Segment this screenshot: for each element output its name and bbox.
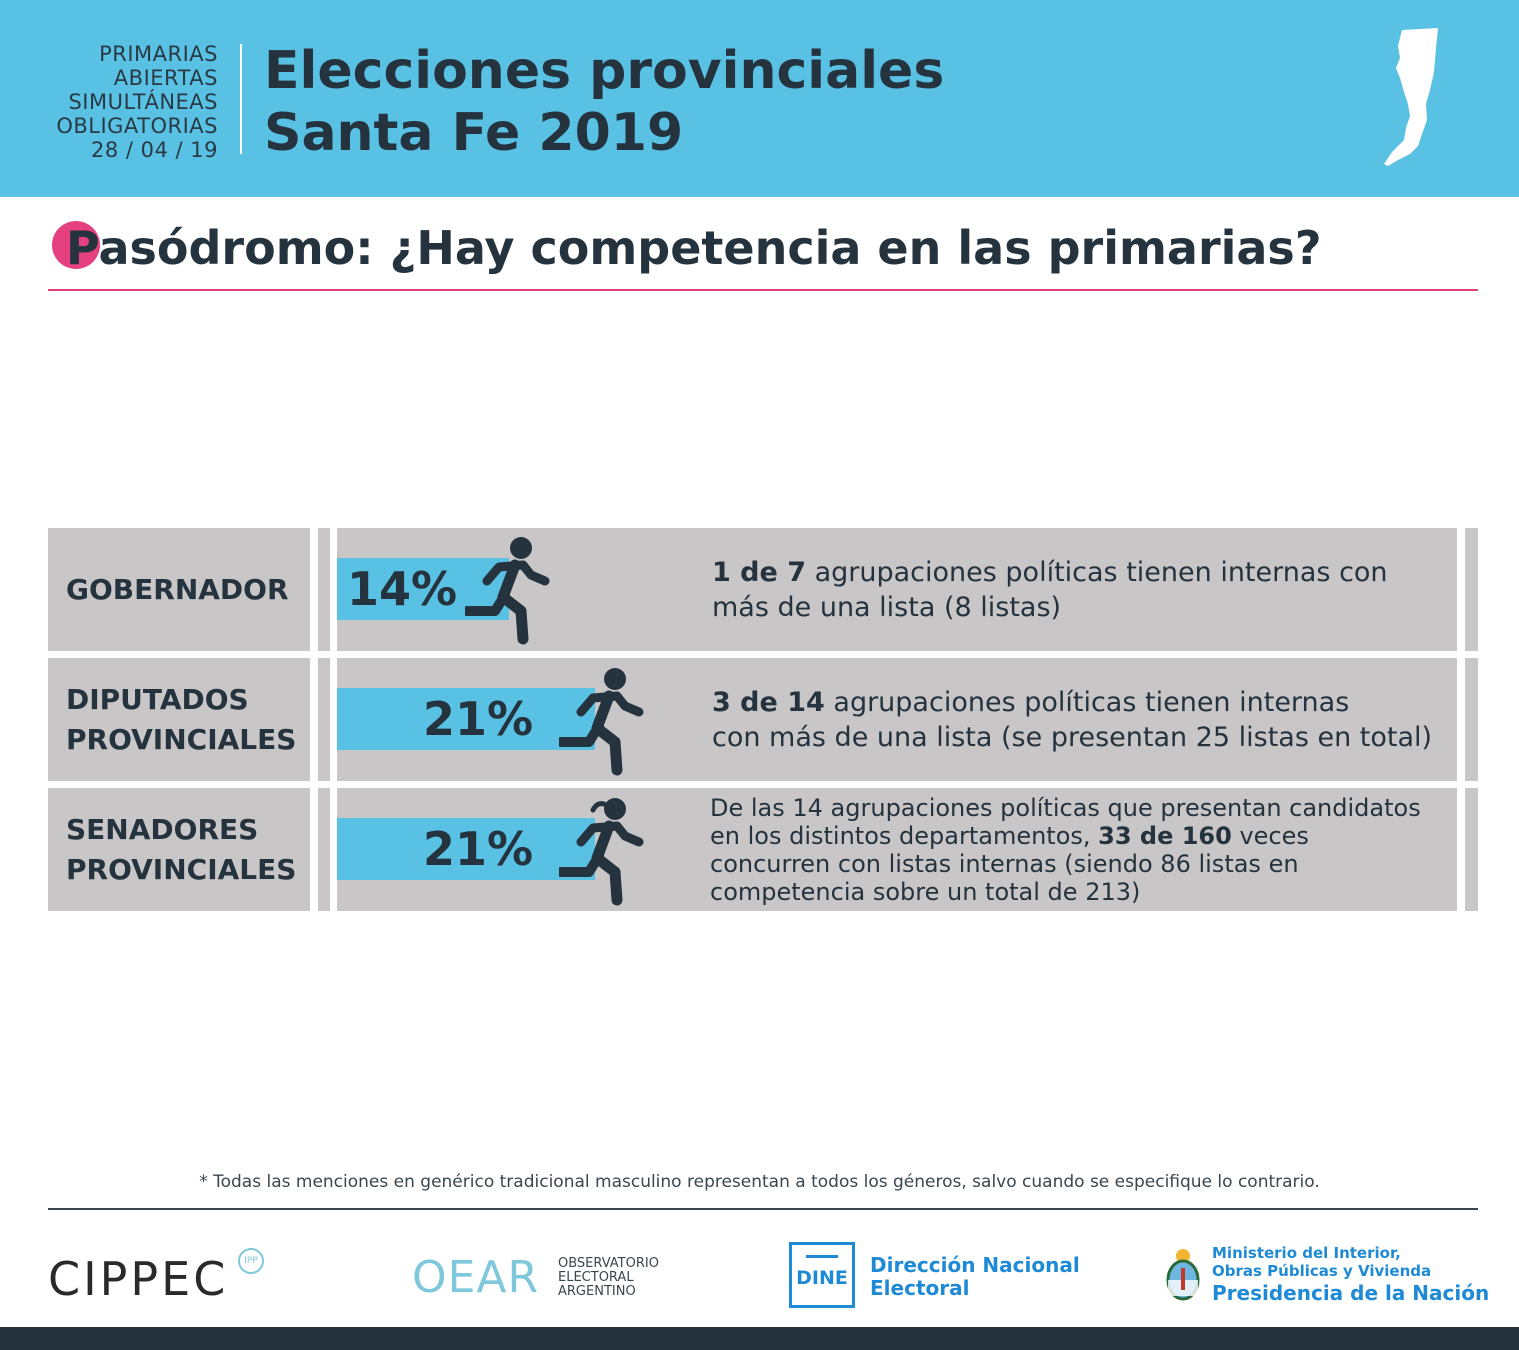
santa-fe-map-icon [1380,28,1440,168]
row-end-cell [1465,528,1478,651]
ministerio-line: Obras Públicas y Vivienda [1212,1262,1432,1280]
desc-line [712,555,1388,590]
row-label-line: DIPUTADOS [66,682,249,716]
desc-highlight: 1 de 7 [712,556,807,588]
desc-line [712,720,1432,755]
title-line-2: Santa Fe 2019 [264,103,684,163]
header-divider [240,44,242,154]
coat-of-arms-icon [1164,1246,1202,1302]
desc-text: agrupaciones políticas tienen internas [824,686,1350,718]
chart-row-diputados [48,658,1478,781]
paso-line: ABIERTAS [113,66,218,90]
desc-text: agrupaciones políticas tienen internas con [806,556,1388,588]
row-label-line: PROVINCIALES [66,852,297,886]
cippec-badge-icon: IPP [238,1248,264,1274]
desc-line [710,822,1421,850]
bar-area [337,658,637,781]
ministerio-logo [1212,1244,1489,1306]
dine-name [870,1254,1080,1300]
paso-line: PRIMARIAS [99,42,218,66]
desc-text: con más de una lista (se presentan 25 listas en total) [712,721,1433,753]
data-label-diputados: 21% [423,692,534,746]
bottom-bar [0,1327,1519,1350]
paso-line: SIMULTÁNEAS [68,90,218,114]
paso-line: OBLIGATORIAS [56,114,218,138]
row-label-line: GOBERNADOR [66,572,289,606]
row-separator [318,658,330,781]
row-description [710,788,1421,911]
dine-name-line: Electoral [870,1276,970,1300]
bar-area [337,788,637,911]
dine-logo [789,1242,855,1308]
data-label-gobernador: 14% [347,562,458,616]
presidencia-line: Presidencia de la Nación [1212,1281,1490,1305]
desc-highlight: 3 de 14 [712,686,825,718]
paso-date: 28 / 04 / 19 [90,138,218,162]
bar-area [337,528,637,651]
desc-text: competencia sobre un total de 213) [710,877,1141,906]
row-description [712,658,1432,781]
desc-line [710,794,1421,822]
oear-sub-line: ELECTORAL [558,1270,634,1285]
row-end-cell [1465,788,1478,911]
dine-name-line: Dirección Nacional [870,1253,1080,1277]
desc-line [710,850,1421,878]
desc-line [712,685,1432,720]
row-end-cell [1465,658,1478,781]
header-banner [0,0,1519,197]
data-label-senadores: 21% [423,822,534,876]
dine-logo-bar [806,1255,838,1258]
row-separator [318,788,330,911]
row-label [66,788,296,911]
row-label-line: PROVINCIALES [66,722,297,756]
runner-icon [559,664,649,776]
desc-text: en los distintos departamentos, [710,821,1099,850]
desc-text: más de una lista (8 listas) [712,591,1062,623]
oear-logo: OEAR [412,1252,540,1303]
ministerio-line: Ministerio del Interior, [1212,1244,1401,1262]
oear-sub-line: ARGENTINO [558,1284,636,1299]
dine-logo-text: DINE [796,1267,848,1289]
desc-text: veces [1231,821,1309,850]
page-title [264,40,944,164]
runner-female-icon [559,794,649,906]
row-description [712,528,1388,651]
title-line-1: Elecciones provinciales [264,41,945,101]
row-label [66,528,289,651]
title-underline [48,289,1478,291]
runner-icon [465,533,555,645]
desc-line [710,878,1421,906]
chart-row-gobernador [48,528,1478,651]
section-title: Pasódromo: ¿Hay competencia en las primarias? [66,221,1322,275]
desc-text: concurren con listas internas (siendo 86 listas en [710,849,1299,878]
desc-highlight: 33 de 160 [1098,821,1232,850]
row-label [66,658,296,781]
oear-subtitle [558,1257,659,1299]
cippec-logo: CIPPEC [48,1252,229,1306]
desc-text: De las 14 agrupaciones políticas que presentan candidatos [710,793,1421,822]
oear-sub-line: OBSERVATORIO [558,1256,659,1271]
desc-line [712,590,1388,625]
chart-row-senadores [48,788,1478,911]
row-label-line: SENADORES [66,812,259,846]
paso-label [40,42,218,162]
footnote: * Todas las menciones en genérico tradicional masculino representan a todos los géneros, salvo cuando se especifique lo contrario. [199,1172,1320,1192]
footer-divider [48,1208,1478,1210]
row-separator [318,528,330,651]
